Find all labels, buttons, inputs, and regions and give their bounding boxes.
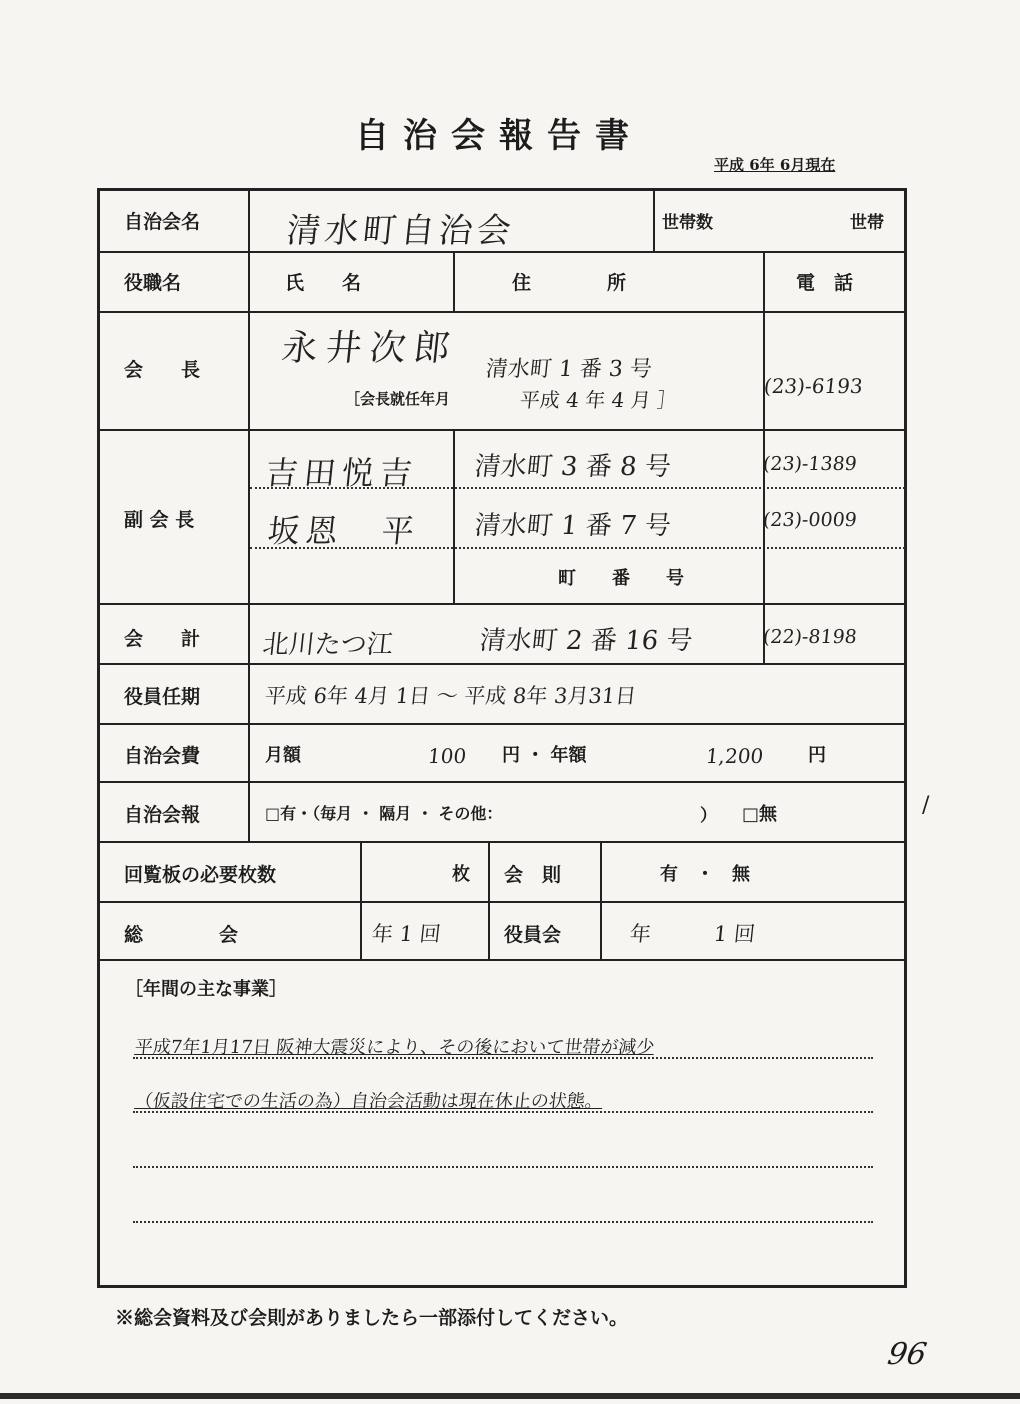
households-label: 世帯数: [662, 213, 713, 233]
chairman-inauguration-label: ［会長就任年月: [345, 390, 451, 408]
fee-yearly-unit: 円: [808, 745, 826, 766]
name-header: 氏 名: [285, 272, 362, 294]
circulars-label: 回覧板の必要枚数: [124, 864, 277, 886]
margin-mark: /: [922, 793, 930, 818]
address-header: 住 所: [512, 272, 627, 294]
fee-label: 自治会費: [124, 745, 201, 767]
officers-meeting-value: 年 1 回: [628, 922, 757, 946]
general-meeting-value: 年 1 回: [370, 922, 442, 946]
fee-yearly-value: 1,200: [704, 744, 765, 768]
rules-value: 有 ・ 無: [660, 864, 750, 885]
vice-chairman-address: 清水町 3 番 8 号: [473, 452, 673, 482]
page-title: 自治会報告書: [355, 116, 643, 156]
officers-meeting-label: 役員会: [504, 924, 562, 946]
bulletin-close: ）: [700, 806, 717, 826]
households-unit: 世帯: [850, 213, 884, 233]
report-date: 平成 6年 6月現在: [714, 156, 836, 174]
position-header: 役職名: [124, 272, 182, 294]
chairman-inauguration: 平成 4 年 4 月 ］: [518, 388, 679, 412]
treasurer-name: 北川たつ江: [261, 630, 395, 660]
term-label: 役員任期: [124, 686, 201, 708]
treasurer-phone: (22)-8198: [761, 626, 858, 648]
activity-line: 平成7年1月17日 阪神大震災により、その後において世帯が減少: [133, 1037, 656, 1058]
vice-chairman-name: 坂恩 平: [265, 512, 422, 550]
association-name-value: 清水町自治会: [284, 211, 517, 251]
association-name-label: 自治会名: [124, 211, 201, 233]
vice-chairman-name: 吉田悦吉: [263, 454, 420, 492]
bulletin-none: □無: [742, 804, 778, 825]
bulletin-options: □有・（毎月 ・ 隔月 ・ その他：: [265, 804, 503, 823]
fee-monthly-value: 100: [426, 744, 468, 768]
bottom-rule: [0, 1393, 1020, 1399]
chairman-phone: (23)-6193: [762, 374, 864, 398]
vice-chairman-label: 副 会 長: [124, 509, 195, 531]
page-number: 96: [884, 1337, 930, 1372]
phone-header: 電 話: [796, 272, 854, 294]
treasurer-address: 清水町 2 番 16 号: [478, 626, 695, 656]
general-meeting-label: 総 会: [124, 924, 239, 946]
treasurer-label: 会 計: [124, 628, 201, 650]
main-activities-label: ［年間の主な事業］: [125, 979, 287, 1000]
chairman-name: 永井次郎: [279, 328, 460, 369]
vice-chairman-address: 清水町 1 番 7 号: [473, 511, 673, 541]
fee-monthly-label: 月額: [265, 745, 301, 766]
chairman-address: 清水町 1 番 3 号: [484, 357, 654, 382]
term-value: 平成 6年 4月 1日 ～ 平成 8年 3月31日: [263, 684, 638, 708]
activity-line: （仮設住宅での生活の為）自治会活動は現在休止の状態。: [133, 1091, 604, 1112]
bulletin-label: 自治会報: [124, 804, 201, 826]
circulars-unit: 枚: [452, 864, 470, 885]
vice-chairman-address: 町 番 号: [558, 568, 684, 589]
vice-chairman-phone: (23)-0009: [761, 509, 858, 531]
footnote: ※総会資料及び会則がありましたら一部添付してください。: [115, 1307, 629, 1329]
fee-monthly-unit: 円 ・ 年額: [502, 745, 587, 766]
chairman-label: 会 長: [124, 359, 201, 381]
rules-label: 会 則: [504, 864, 562, 886]
vice-chairman-phone: (23)-1389: [761, 453, 858, 475]
